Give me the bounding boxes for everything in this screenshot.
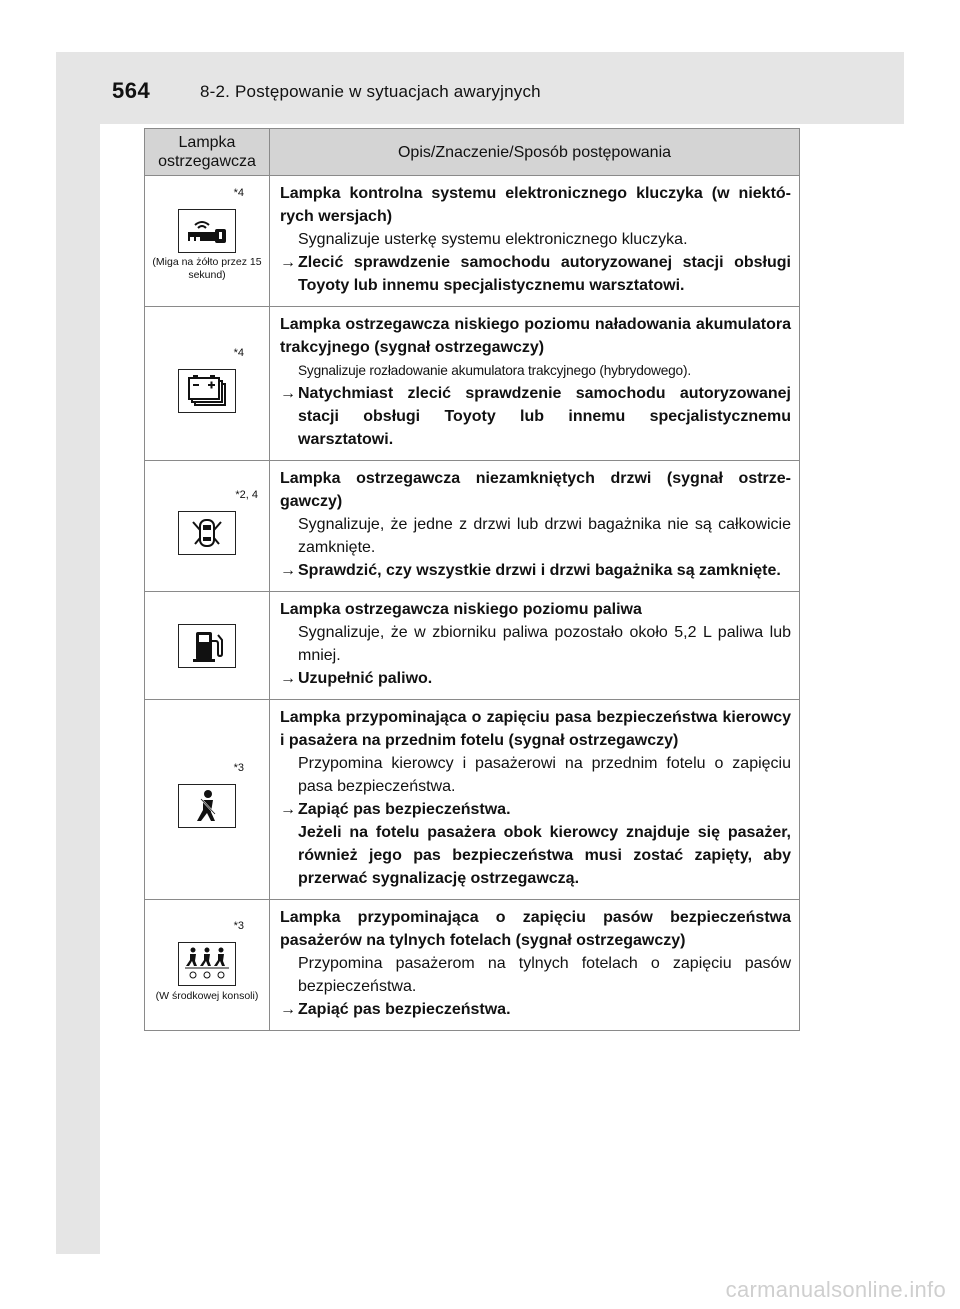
watermark: carmanualsonline.info [725,1277,946,1302]
lamp-action-extra: Jeżeli na fotelu pasażera obok kierowcy znajduje się pasażer, również jego pas bezpieczeństwa musi zostać zapięty, aby przerwać sygnalizację ostrzegawczą. [298,824,791,887]
lamp-action [280,251,791,297]
icon-note: (Miga na żółto przez 15 sekund) [152,255,262,281]
arrow-icon: → [280,385,296,402]
footnote-marker: *3 [233,919,244,932]
lamp-title: Lampka przypominająca o zapięciu pasa bezpieczeństwa kierowcy i pasażera na przednim fotelu (sygnał ostrzegawczy) [280,709,791,749]
lamp-action-text: Zlecić sprawdzenie samochodu autoryzowanej stacji obsługi Toyoty lub innemu specjalistycznemu warsztatowi. [298,254,791,294]
rear-seatbelt-reminder-icon [178,942,236,986]
lamp-description: Przypomina kierowcy i pasażerowi na przednim fotelu o zapięciu pasa bezpieczeństwa. [298,755,791,795]
lamp-action-text: Zapiąć pas bezpieczeństwa. [298,801,511,818]
lamp-description: Sygnalizuje rozładowanie akumulatora trakcyjnego (hybrydowego). [298,363,691,378]
warning-lamp-table [144,128,800,1031]
fuel-warning-icon [178,624,236,668]
battery-warning-icon [178,369,236,413]
lamp-cell [145,461,270,592]
arrow-icon: → [280,1001,296,1018]
column-header-description: Opis/Znaczenie/Sposób postępowania [270,129,800,176]
description-cell [270,176,800,307]
side-margin-strip [56,52,100,1254]
table-row [145,176,800,307]
icon-note: (W środkowej konsoli) [155,989,259,1002]
lamp-cell [145,700,270,900]
lamp-action [280,382,791,451]
lamp-description: Przypomina pasażerom na tylnych fotelach o zapięciu pasów bezpieczeństwa. [298,955,791,995]
lamp-action [280,559,791,582]
arrow-icon: → [280,801,296,818]
table-header-row [145,129,800,176]
lamp-cell [145,176,270,307]
table-row [145,700,800,900]
lamp-description: Sygnalizuje, że jedne z drzwi lub drzwi bagażnika nie są całkowicie zamknięte. [298,516,791,556]
column-header-lamp: Lampka ostrzegawcza [145,129,270,176]
lamp-title: Lampka ostrzegawcza niskiego poziomu naładowania akumulatora trakcyjnego (sygnał ostrzegawczy) [280,316,791,356]
footnote-marker: *4 [233,186,244,199]
lamp-description: Sygnalizuje usterkę systemu elektronicznego kluczyka. [298,231,688,248]
arrow-icon: → [280,254,296,271]
smart-key-warning-icon [178,209,236,253]
table-row [145,900,800,1031]
lamp-action-text: Uzupełnić paliwo. [298,670,433,687]
seatbelt-reminder-icon [178,784,236,828]
table-row [145,461,800,592]
table-row [145,592,800,700]
lamp-action [280,798,791,821]
description-cell [270,900,800,1031]
lamp-action [280,998,791,1021]
lamp-cell [145,307,270,461]
lamp-action [280,667,791,690]
arrow-icon: → [280,562,296,579]
lamp-title: Lampka przypominająca o zapięciu pasów bezpieczeństwa pasażerów na tylnych fotelach (sygnał ostrzegawczy) [280,909,791,949]
footnote-marker: *2, 4 [235,489,258,501]
lamp-action-text: Zapiąć pas bezpieczeństwa. [298,1001,511,1018]
lamp-action-text: Sprawdzić, czy wszystkie drzwi i drzwi bagażnika są zamknięte. [298,562,781,579]
lamp-cell [145,592,270,700]
door-open-warning-icon [178,511,236,555]
description-cell [270,461,800,592]
description-cell [270,307,800,461]
description-cell [270,700,800,900]
table-row [145,307,800,461]
arrow-icon: → [280,670,296,687]
lamp-title: Lampka kontrolna systemu elektronicznego kluczyka (w niektórych wersjach) [280,185,791,225]
lamp-title: Lampka ostrzegawcza niskiego poziomu paliwa [280,601,642,618]
lamp-action-text: Natychmiast zlecić sprawdzenie samochodu autoryzowanej stacji obsługi Toyoty lub innemu specjalistycznemu warsztatowi. [298,385,791,448]
lamp-title: Lampka ostrzegawcza niezamkniętych drzwi (sygnał ostrzegawczy) [280,470,791,510]
footnote-marker: *4 [233,346,244,359]
lamp-cell [145,900,270,1031]
description-cell [270,592,800,700]
page-number: 564 [112,78,151,103]
footnote-marker: *3 [233,762,244,774]
lamp-description: Sygnalizuje, że w zbiorniku paliwa pozostało około 5,2 L paliwa lub mniej. [298,624,791,664]
chapter-title: 8-2. Postępowanie w sytuacjach awaryjnych [200,82,541,101]
page-header [100,52,904,124]
